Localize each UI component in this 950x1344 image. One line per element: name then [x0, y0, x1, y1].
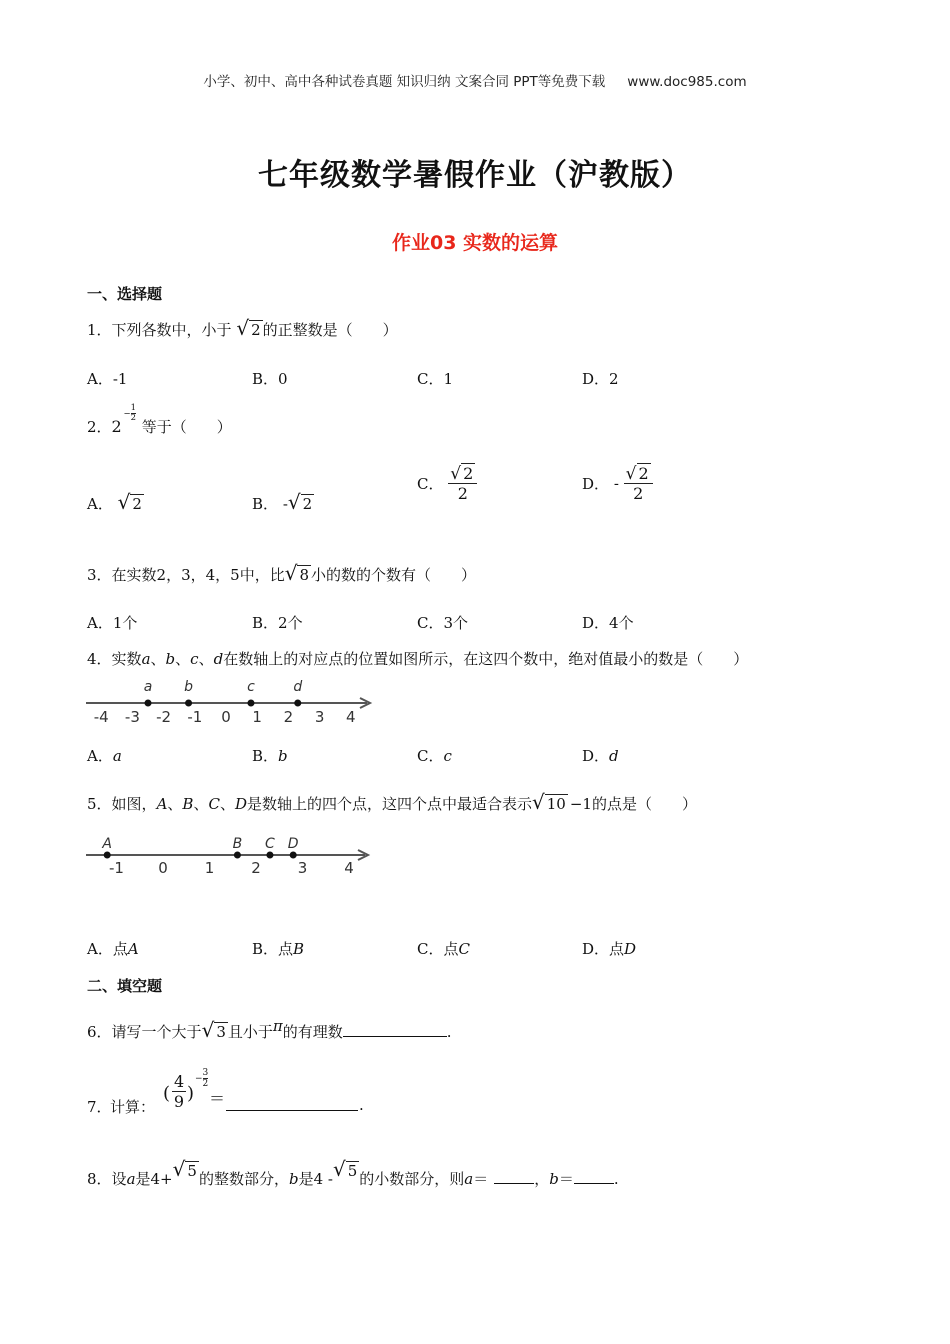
q4-point-label-d: d	[293, 679, 303, 695]
question-3	[87, 563, 476, 585]
q4-option-d[interactable]: D．d	[582, 747, 619, 765]
q5-point-label-D: D	[287, 836, 299, 852]
q3-text: 在实数2，3，4，5中，比	[111, 566, 285, 584]
q5-sqrt: √ 10 −1	[532, 790, 592, 814]
q4-option-c[interactable]: C．c	[417, 747, 452, 765]
q5-point-label-C: C	[265, 836, 275, 852]
page-header	[0, 70, 950, 90]
q4-point-c	[247, 700, 254, 707]
q6-sqrt: √ 3	[201, 1018, 226, 1042]
q5-option-c[interactable]: C．点C	[417, 940, 470, 958]
q1-text-end: 的正整数是（ ）	[262, 321, 398, 339]
header-site-link[interactable]: www.doc985.com	[627, 74, 747, 90]
header-text: 小学、初中、高中各种试卷真题 知识归纳 文案合同 PPT等免费下载	[203, 74, 606, 90]
q3-text-end: 小的数的个数有（ ）	[311, 566, 477, 584]
question-1	[87, 318, 398, 340]
q1-option-a[interactable]: A．-1	[87, 370, 128, 388]
question-8: 8．设a是4+√ 5 的整数部分，b是4 -√ 5 的小数部分，则a＝ ，b＝ .	[87, 1157, 619, 1188]
q4-tick-label: 2	[283, 708, 294, 726]
page-title: 七年级数学暑假作业（沪教版）	[258, 158, 692, 193]
q4-option-a[interactable]: A．a	[87, 747, 122, 765]
question-5: 5．如图，A、B、C、D是数轴上的四个点，这四个点中最适合表示√ 10 −1的点是（ ）	[87, 790, 697, 814]
section-fill-heading: 二、填空题	[87, 977, 163, 995]
q1-option-b[interactable]: B．0	[252, 370, 288, 388]
q4-point-d	[294, 700, 301, 707]
q1-text: 下列各数中，小于	[111, 321, 232, 339]
q2-option-a[interactable]: A． √ 2	[87, 490, 142, 514]
q5-option-d[interactable]: D．点D	[582, 940, 637, 958]
q5-point-C	[266, 852, 273, 859]
q4-tick-label: -3	[124, 708, 140, 726]
q4-point-b	[185, 700, 192, 707]
q4-point-label-c: c	[247, 679, 255, 695]
q5-number-line	[84, 832, 384, 882]
q5-tick-label: 2	[251, 859, 261, 877]
q7-answer-blank[interactable]	[226, 1096, 358, 1111]
q4-tick-label: 3	[314, 708, 325, 726]
q2-power: 2 − $\frac{1}{2}$	[111, 403, 137, 436]
q2-text: 等于（ ）	[141, 418, 232, 436]
q4-tick-label: 4	[346, 708, 356, 726]
q8-answer-a-blank[interactable]	[494, 1169, 534, 1184]
q3-option-d[interactable]: D．4个	[582, 614, 634, 632]
q4-tick-label: 0	[221, 708, 231, 726]
q4-option-b[interactable]: B．b	[252, 747, 288, 765]
q5-point-label-A: A	[102, 836, 112, 852]
q2-option-d[interactable]: D． - $\frac{√ 2}{2}$	[582, 464, 653, 503]
q4-number-line	[84, 676, 384, 726]
q3-option-a[interactable]: A．1个	[87, 614, 138, 632]
q3-sqrt: √ 8	[284, 561, 310, 585]
q1-sqrt: √ 2	[236, 316, 261, 340]
q4-tick-label: -2	[156, 708, 172, 726]
q5-point-D	[290, 852, 297, 859]
question-6: 6．请写一个大于√ 3 且小于π的有理数 .	[87, 1017, 452, 1042]
q2-number: 2．	[87, 418, 112, 436]
q8-sqrt-2: √ 5	[332, 1157, 358, 1181]
q4-tick-label: -4	[93, 708, 109, 726]
question-4: 4．实数a、b、c、d在数轴上的对应点的位置如图所示，在这四个数中，绝对值最小的数是（ ）	[87, 650, 749, 668]
q5-option-a[interactable]: A．点A	[87, 940, 139, 958]
q4-tick-label: -1	[187, 708, 203, 726]
q5-tick-label: 4	[344, 859, 354, 877]
q4-tick-label: 1	[252, 708, 262, 726]
q2-option-c[interactable]: C． $\frac{√ 2}{2}$	[417, 464, 477, 503]
q5-tick-label: 3	[297, 859, 308, 877]
q4-point-label-b: b	[184, 679, 194, 695]
q8-answer-b-blank[interactable]	[574, 1169, 614, 1184]
q4-point-a	[145, 700, 152, 707]
q1-option-c[interactable]: C．1	[417, 370, 454, 388]
q5-tick-label: 0	[158, 859, 168, 877]
q5-tick-label: -1	[109, 859, 124, 877]
q4-point-label-a: a	[143, 679, 153, 695]
q1-number: 1．	[87, 321, 112, 339]
section-choice-heading: 一、选择题	[87, 285, 163, 303]
page-subtitle: 作业03 实数的运算	[391, 232, 559, 254]
q5-point-label-B: B	[232, 836, 243, 852]
q5-point-B	[234, 852, 241, 859]
q5-tick-label: 1	[204, 859, 215, 877]
q6-answer-blank[interactable]	[343, 1022, 447, 1037]
q5-point-A	[104, 852, 111, 859]
q1-option-d[interactable]: D．2	[582, 370, 619, 388]
q3-option-c[interactable]: C．3个	[417, 614, 469, 632]
question-2	[87, 403, 232, 437]
q2-option-b[interactable]: B． -√ 2	[252, 490, 313, 514]
q3-option-b[interactable]: B．2个	[252, 614, 303, 632]
q5-option-b[interactable]: B．点B	[252, 940, 305, 958]
q3-number: 3．	[87, 566, 112, 584]
q8-sqrt-1: √ 5	[172, 1157, 197, 1181]
